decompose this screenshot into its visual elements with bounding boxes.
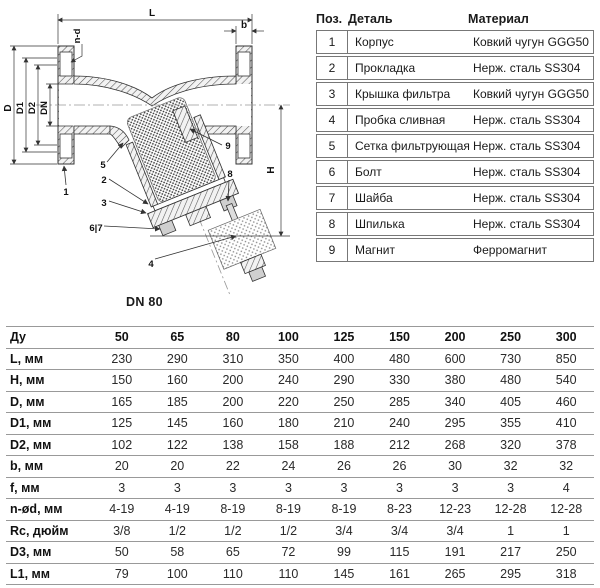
dims-cell: 165 (94, 391, 150, 413)
dims-cell: 12-28 (483, 499, 539, 521)
dims-dn-header: 100 (261, 327, 317, 349)
dim-label-D1: D1 (15, 101, 26, 115)
drain-assembly (208, 209, 276, 269)
dims-cell: 265 (427, 563, 483, 585)
dims-cell: 1 (483, 520, 539, 542)
dims-cell: 200 (205, 370, 261, 392)
dims-cell: 240 (261, 370, 317, 392)
dims-row (6, 456, 594, 478)
dims-cell: 4-19 (94, 499, 150, 521)
dims-cell: 240 (372, 413, 428, 435)
dims-cell: 3/4 (427, 520, 483, 542)
dims-row-label: D, мм (6, 391, 94, 413)
dims-cell: 350 (261, 348, 317, 370)
parts-row (316, 212, 594, 236)
dims-cell: 12-28 (538, 499, 594, 521)
dims-dn-header: 80 (205, 327, 261, 349)
dims-cell: 12-23 (427, 499, 483, 521)
dim-label-H: H (266, 166, 277, 174)
parts-row (316, 82, 594, 106)
parts-row (316, 160, 594, 184)
dims-cell: 50 (94, 542, 150, 564)
dims-cell: 110 (205, 563, 261, 585)
parts-cell-part: Шпилька (355, 217, 405, 231)
dims-cell: 158 (261, 434, 317, 456)
dims-cell: 330 (372, 370, 428, 392)
dims-cell: 340 (427, 391, 483, 413)
dims-cell: 3 (94, 477, 150, 499)
dims-row (6, 434, 594, 456)
dims-cell: 3 (261, 477, 317, 499)
body-bottom-wall-left (74, 126, 110, 134)
parts-header-material: Материал (468, 12, 529, 26)
dims-cell: 850 (538, 348, 594, 370)
dims-cell: 161 (372, 563, 428, 585)
dims-row (6, 348, 594, 370)
dims-cell: 58 (150, 542, 206, 564)
dims-row (6, 413, 594, 435)
parts-cell-mat: Ферромагнит (473, 243, 547, 257)
bolt-hole (238, 52, 250, 76)
dims-cell: 310 (205, 348, 261, 370)
dims-row (6, 391, 594, 413)
dims-cell: 405 (483, 391, 539, 413)
dims-row-label: D2, мм (6, 434, 94, 456)
dims-row-label: f, мм (6, 477, 94, 499)
dims-cell: 230 (94, 348, 150, 370)
dims-row (6, 520, 594, 542)
dims-cell: 8-19 (205, 499, 261, 521)
dims-cell: 102 (94, 434, 150, 456)
dims-cell: 290 (150, 348, 206, 370)
dims-cell: 268 (427, 434, 483, 456)
parts-cell-part: Шайба (355, 191, 393, 205)
dims-cell: 115 (372, 542, 428, 564)
dims-cell: 99 (316, 542, 372, 564)
parts-cell-part: Прокладка (355, 61, 416, 75)
dims-row-label: D1, мм (6, 413, 94, 435)
dims-cell: 600 (427, 348, 483, 370)
parts-table-header (316, 12, 594, 26)
parts-cell-mat: Нерж. сталь SS304 (473, 165, 581, 179)
dims-row-label: n-ød, мм (6, 499, 94, 521)
parts-cell-mat: Нерж. сталь SS304 (473, 61, 581, 75)
parts-cell-mat: Нерж. сталь SS304 (473, 217, 581, 231)
dims-dn-header: 300 (538, 327, 594, 349)
dims-cell: 210 (316, 413, 372, 435)
part-label-4: 4 (148, 259, 154, 270)
dims-cell: 8-19 (261, 499, 317, 521)
dims-cell: 3/4 (316, 520, 372, 542)
filter-branch (112, 85, 286, 312)
dims-cell: 1/2 (150, 520, 206, 542)
parts-header-part: Деталь (348, 12, 393, 26)
dims-cell: 250 (316, 391, 372, 413)
parts-header-pos: Поз. (316, 12, 343, 26)
dims-row (6, 370, 594, 392)
dims-cell: 1/2 (205, 520, 261, 542)
part-label-1: 1 (63, 187, 69, 198)
dims-cell: 480 (483, 370, 539, 392)
dims-cell: 3 (483, 477, 539, 499)
dims-cell: 100 (150, 563, 206, 585)
dims-cell: 160 (150, 370, 206, 392)
dims-corner-label: Ду (6, 327, 94, 349)
dim-label-D2: D2 (27, 101, 38, 115)
dims-cell: 380 (427, 370, 483, 392)
parts-row (316, 134, 594, 158)
dims-cell: 26 (316, 456, 372, 478)
dims-cell: 220 (261, 391, 317, 413)
dims-cell: 145 (150, 413, 206, 435)
parts-cell-pos: 8 (317, 213, 348, 235)
dims-cell: 110 (261, 563, 317, 585)
parts-table-rows (316, 30, 594, 262)
dims-cell: 30 (427, 456, 483, 478)
dim-label-D: D (3, 104, 14, 112)
parts-cell-mat: Нерж. сталь SS304 (473, 139, 581, 153)
dims-cell: 8-19 (316, 499, 372, 521)
dims-cell: 1 (538, 520, 594, 542)
dims-row-label: b, мм (6, 456, 94, 478)
dims-cell: 250 (538, 542, 594, 564)
dims-cell: 217 (483, 542, 539, 564)
dims-cell: 122 (150, 434, 206, 456)
parts-cell-part: Болт (355, 165, 382, 179)
dims-cell: 200 (205, 391, 261, 413)
dims-header-row (6, 327, 594, 349)
dims-cell: 290 (316, 370, 372, 392)
dims-cell: 460 (538, 391, 594, 413)
bolt-hole (238, 134, 250, 158)
part-label-8: 8 (227, 169, 233, 180)
parts-cell-part: Пробка сливная (355, 113, 446, 127)
parts-cell-pos: 2 (317, 57, 348, 79)
dims-row (6, 563, 594, 585)
dims-cell: 32 (483, 456, 539, 478)
dims-cell: 191 (427, 542, 483, 564)
parts-cell-pos: 9 (317, 239, 348, 261)
dims-cell: 32 (538, 456, 594, 478)
drawing-caption: DN 80 (126, 295, 163, 309)
dims-row-label: L1, мм (6, 563, 94, 585)
dims-table-wrap (6, 326, 594, 585)
dims-cell: 20 (150, 456, 206, 478)
dims-cell: 3/4 (372, 520, 428, 542)
dims-cell: 150 (94, 370, 150, 392)
part-label-2: 2 (101, 175, 107, 186)
parts-cell-pos: 7 (317, 187, 348, 209)
parts-cell-part: Крышка фильтра (355, 87, 451, 101)
parts-cell-mat: Ковкий чугун GGG50 (473, 35, 589, 49)
dims-cell: 138 (205, 434, 261, 456)
parts-panel (316, 12, 594, 264)
dims-cell: 125 (94, 413, 150, 435)
dims-cell: 3 (150, 477, 206, 499)
dims-cell: 285 (372, 391, 428, 413)
dims-cell: 480 (372, 348, 428, 370)
parts-row (316, 186, 594, 210)
dims-dn-header: 125 (316, 327, 372, 349)
dims-cell: 212 (372, 434, 428, 456)
part-label-5: 5 (100, 160, 106, 171)
parts-cell-part: Магнит (355, 243, 396, 257)
parts-row (316, 238, 594, 262)
dims-cell: 4-19 (150, 499, 206, 521)
dims-dn-header: 250 (483, 327, 539, 349)
dims-table-body (6, 327, 594, 585)
parts-cell-pos: 5 (317, 135, 348, 157)
dim-label-nd: n-d (72, 28, 83, 44)
dims-cell: 1/2 (261, 520, 317, 542)
dims-cell: 79 (94, 563, 150, 585)
parts-row (316, 108, 594, 132)
dims-cell: 180 (261, 413, 317, 435)
dims-cell: 8-23 (372, 499, 428, 521)
dims-cell: 3 (427, 477, 483, 499)
dims-dn-header: 200 (427, 327, 483, 349)
dim-label-L: L (148, 8, 156, 19)
dims-cell: 65 (205, 542, 261, 564)
dims-cell: 22 (205, 456, 261, 478)
dims-cell: 160 (205, 413, 261, 435)
dims-row-label: L, мм (6, 348, 94, 370)
dims-row-label: D3, мм (6, 542, 94, 564)
dim-label-b: b (240, 20, 248, 31)
dims-row (6, 542, 594, 564)
parts-cell-pos: 1 (317, 31, 348, 53)
dims-cell: 188 (316, 434, 372, 456)
dims-cell: 540 (538, 370, 594, 392)
parts-cell-pos: 4 (317, 109, 348, 131)
dims-row (6, 499, 594, 521)
dims-cell: 410 (538, 413, 594, 435)
dims-dn-header: 150 (372, 327, 428, 349)
dims-table (6, 326, 594, 585)
dims-cell: 400 (316, 348, 372, 370)
parts-cell-mat: Нерж. сталь SS304 (473, 113, 581, 127)
parts-row (316, 56, 594, 80)
valve-drawing (0, 0, 312, 316)
parts-cell-part: Сетка фильтрующая (355, 139, 470, 153)
dims-cell: 295 (483, 563, 539, 585)
dims-dn-header: 50 (94, 327, 150, 349)
dims-cell: 185 (150, 391, 206, 413)
dims-cell: 320 (483, 434, 539, 456)
bolt-hole (60, 52, 72, 76)
dims-cell: 730 (483, 348, 539, 370)
dims-cell: 355 (483, 413, 539, 435)
part-label-3: 3 (101, 198, 107, 209)
dims-cell: 26 (372, 456, 428, 478)
bolt-hole (60, 134, 72, 158)
parts-cell-pos: 3 (317, 83, 348, 105)
part-label-9: 9 (225, 141, 231, 152)
dims-dn-header: 65 (150, 327, 206, 349)
dims-cell: 145 (316, 563, 372, 585)
dims-cell: 295 (427, 413, 483, 435)
dims-row-label: H, мм (6, 370, 94, 392)
dims-row (6, 477, 594, 499)
dims-cell: 4 (538, 477, 594, 499)
dims-cell: 72 (261, 542, 317, 564)
dim-label-DN: DN (39, 101, 50, 115)
dims-cell: 3/8 (94, 520, 150, 542)
dims-cell: 3 (205, 477, 261, 499)
dims-cell: 378 (538, 434, 594, 456)
parts-cell-pos: 6 (317, 161, 348, 183)
part-label-6-7: 6|7 (89, 223, 103, 234)
parts-row (316, 30, 594, 54)
parts-cell-part: Корпус (355, 35, 394, 49)
parts-cell-mat: Ковкий чугун GGG50 (473, 87, 589, 101)
dims-cell: 318 (538, 563, 594, 585)
parts-cell-mat: Нерж. сталь SS304 (473, 191, 581, 205)
dims-cell: 24 (261, 456, 317, 478)
dims-cell: 20 (94, 456, 150, 478)
dims-row-label: Rc, дюйм (6, 520, 94, 542)
dims-cell: 3 (316, 477, 372, 499)
dims-cell: 3 (372, 477, 428, 499)
